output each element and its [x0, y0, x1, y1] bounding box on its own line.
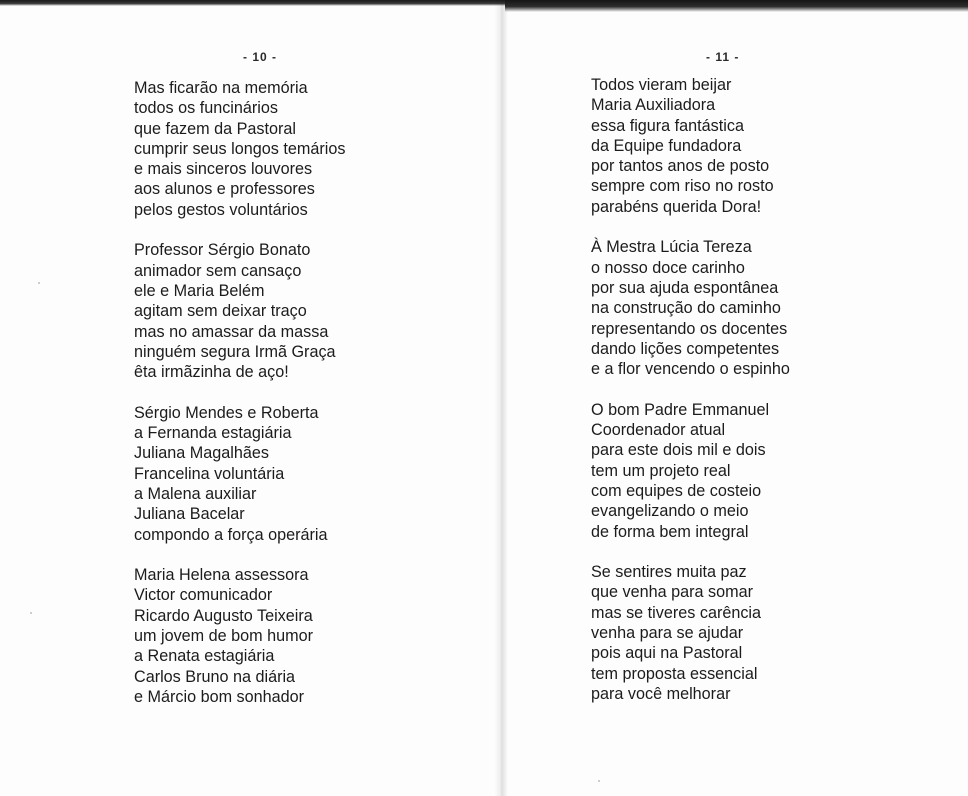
verse-line: Francelina voluntária [134, 464, 285, 483]
page-number: - 11 - [706, 50, 740, 64]
verse-line: tem proposta essencial [591, 664, 758, 683]
verse-line: para você melhorar [591, 684, 731, 703]
page-number: - 10 - [243, 50, 278, 64]
verse-line: tem um projeto real [591, 461, 731, 480]
verse-line: Victor comunicador [134, 586, 273, 605]
verse-line: Todos vieram beijar [591, 76, 732, 94]
verse-line: Juliana Magalhães [134, 444, 269, 463]
verse-line: Coordenador atual [591, 421, 726, 440]
verse-line: a Malena auxiliar [134, 484, 257, 503]
book-gutter [494, 0, 508, 796]
verse-line: e mais sinceros louvores [134, 160, 313, 179]
verse-line: cumprir seus longos temários [134, 139, 346, 158]
verse-line: Sérgio Mendes e Roberta [134, 403, 319, 422]
verse-line: para este dois mil e dois [591, 441, 766, 460]
verse-line: pois aqui na Pastoral [591, 644, 743, 663]
verse-line: e Márcio bom sonhador [134, 687, 305, 706]
verse-line: Professor Sérgio Bonato [134, 241, 311, 260]
verse-line: essa figura fantástica [591, 116, 744, 135]
verse-line: a Renata estagiária [134, 647, 275, 666]
verse-line: Se sentires muita paz [591, 563, 747, 582]
verse-line: ele e Maria Belém [134, 281, 265, 300]
verse-line: da Equipe fundadora [591, 136, 742, 155]
verse-line: compondo a força operária [134, 525, 328, 544]
verse-line: dando lições competentes [591, 339, 780, 358]
verse-line: venha para se ajudar [591, 624, 744, 643]
verse-line: mas no amassar da massa [134, 322, 329, 341]
verse-line: sempre com riso no rosto [591, 177, 774, 196]
verse-line: Maria Helena assessora [134, 566, 309, 585]
stanza [134, 565, 345, 707]
paper-speck [38, 282, 40, 284]
stanza [591, 400, 790, 542]
verse-line: À Mestra Lúcia Tereza [591, 238, 752, 257]
verse-line: na construção do caminho [591, 299, 781, 318]
verse-line: O bom Padre Emmanuel [591, 400, 770, 419]
verse-line: que fazem da Pastoral [134, 119, 296, 138]
verse-line: Maria Auxiliadora [591, 96, 716, 115]
verse-line: Mas ficarão na memória [134, 79, 308, 97]
stanza [591, 237, 790, 379]
verse-line: aos alunos e professores [134, 180, 315, 199]
paper-speck [30, 612, 32, 614]
verse-line: êta irmãzinha de aço! [134, 363, 289, 382]
verse-line: o nosso doce carinho [591, 258, 745, 277]
verse-line: um jovem de bom humor [134, 627, 314, 646]
right-page [508, 0, 968, 796]
verse-line: com equipes de costeio [591, 481, 762, 500]
verse-line: ninguém segura Irmã Graça [134, 342, 336, 361]
verse-line: a Fernanda estagiária [134, 424, 292, 443]
stanza [134, 240, 345, 382]
verse-line: de forma bem integral [591, 522, 749, 541]
verse-line: Ricardo Augusto Teixeira [134, 606, 313, 625]
poem-text [591, 75, 790, 725]
verse-line: Carlos Bruno na diária [134, 667, 296, 686]
verse-line: animador sem cansaço [134, 261, 302, 280]
verse-line: mas se tiveres carência [591, 603, 762, 622]
verse-line: representando os docentes [591, 319, 788, 338]
verse-line: todos os funcinários [134, 99, 278, 118]
stanza [591, 562, 790, 704]
paper-speck [598, 780, 600, 782]
verse-line: e a flor vencendo o espinho [591, 360, 790, 379]
stanza [591, 75, 790, 217]
verse-line: Juliana Bacelar [134, 505, 245, 524]
stanza [134, 78, 345, 220]
verse-line: pelos gestos voluntários [134, 200, 308, 219]
verse-line: por tantos anos de posto [591, 157, 770, 176]
verse-line: que venha para somar [591, 583, 753, 602]
verse-line: por sua ajuda espontânea [591, 278, 779, 297]
stanza [134, 403, 345, 545]
verse-line: evangelizando o meio [591, 502, 749, 521]
verse-line: parabéns querida Dora! [591, 197, 762, 216]
verse-line: agitam sem deixar traço [134, 302, 307, 321]
poem-text [134, 78, 345, 728]
